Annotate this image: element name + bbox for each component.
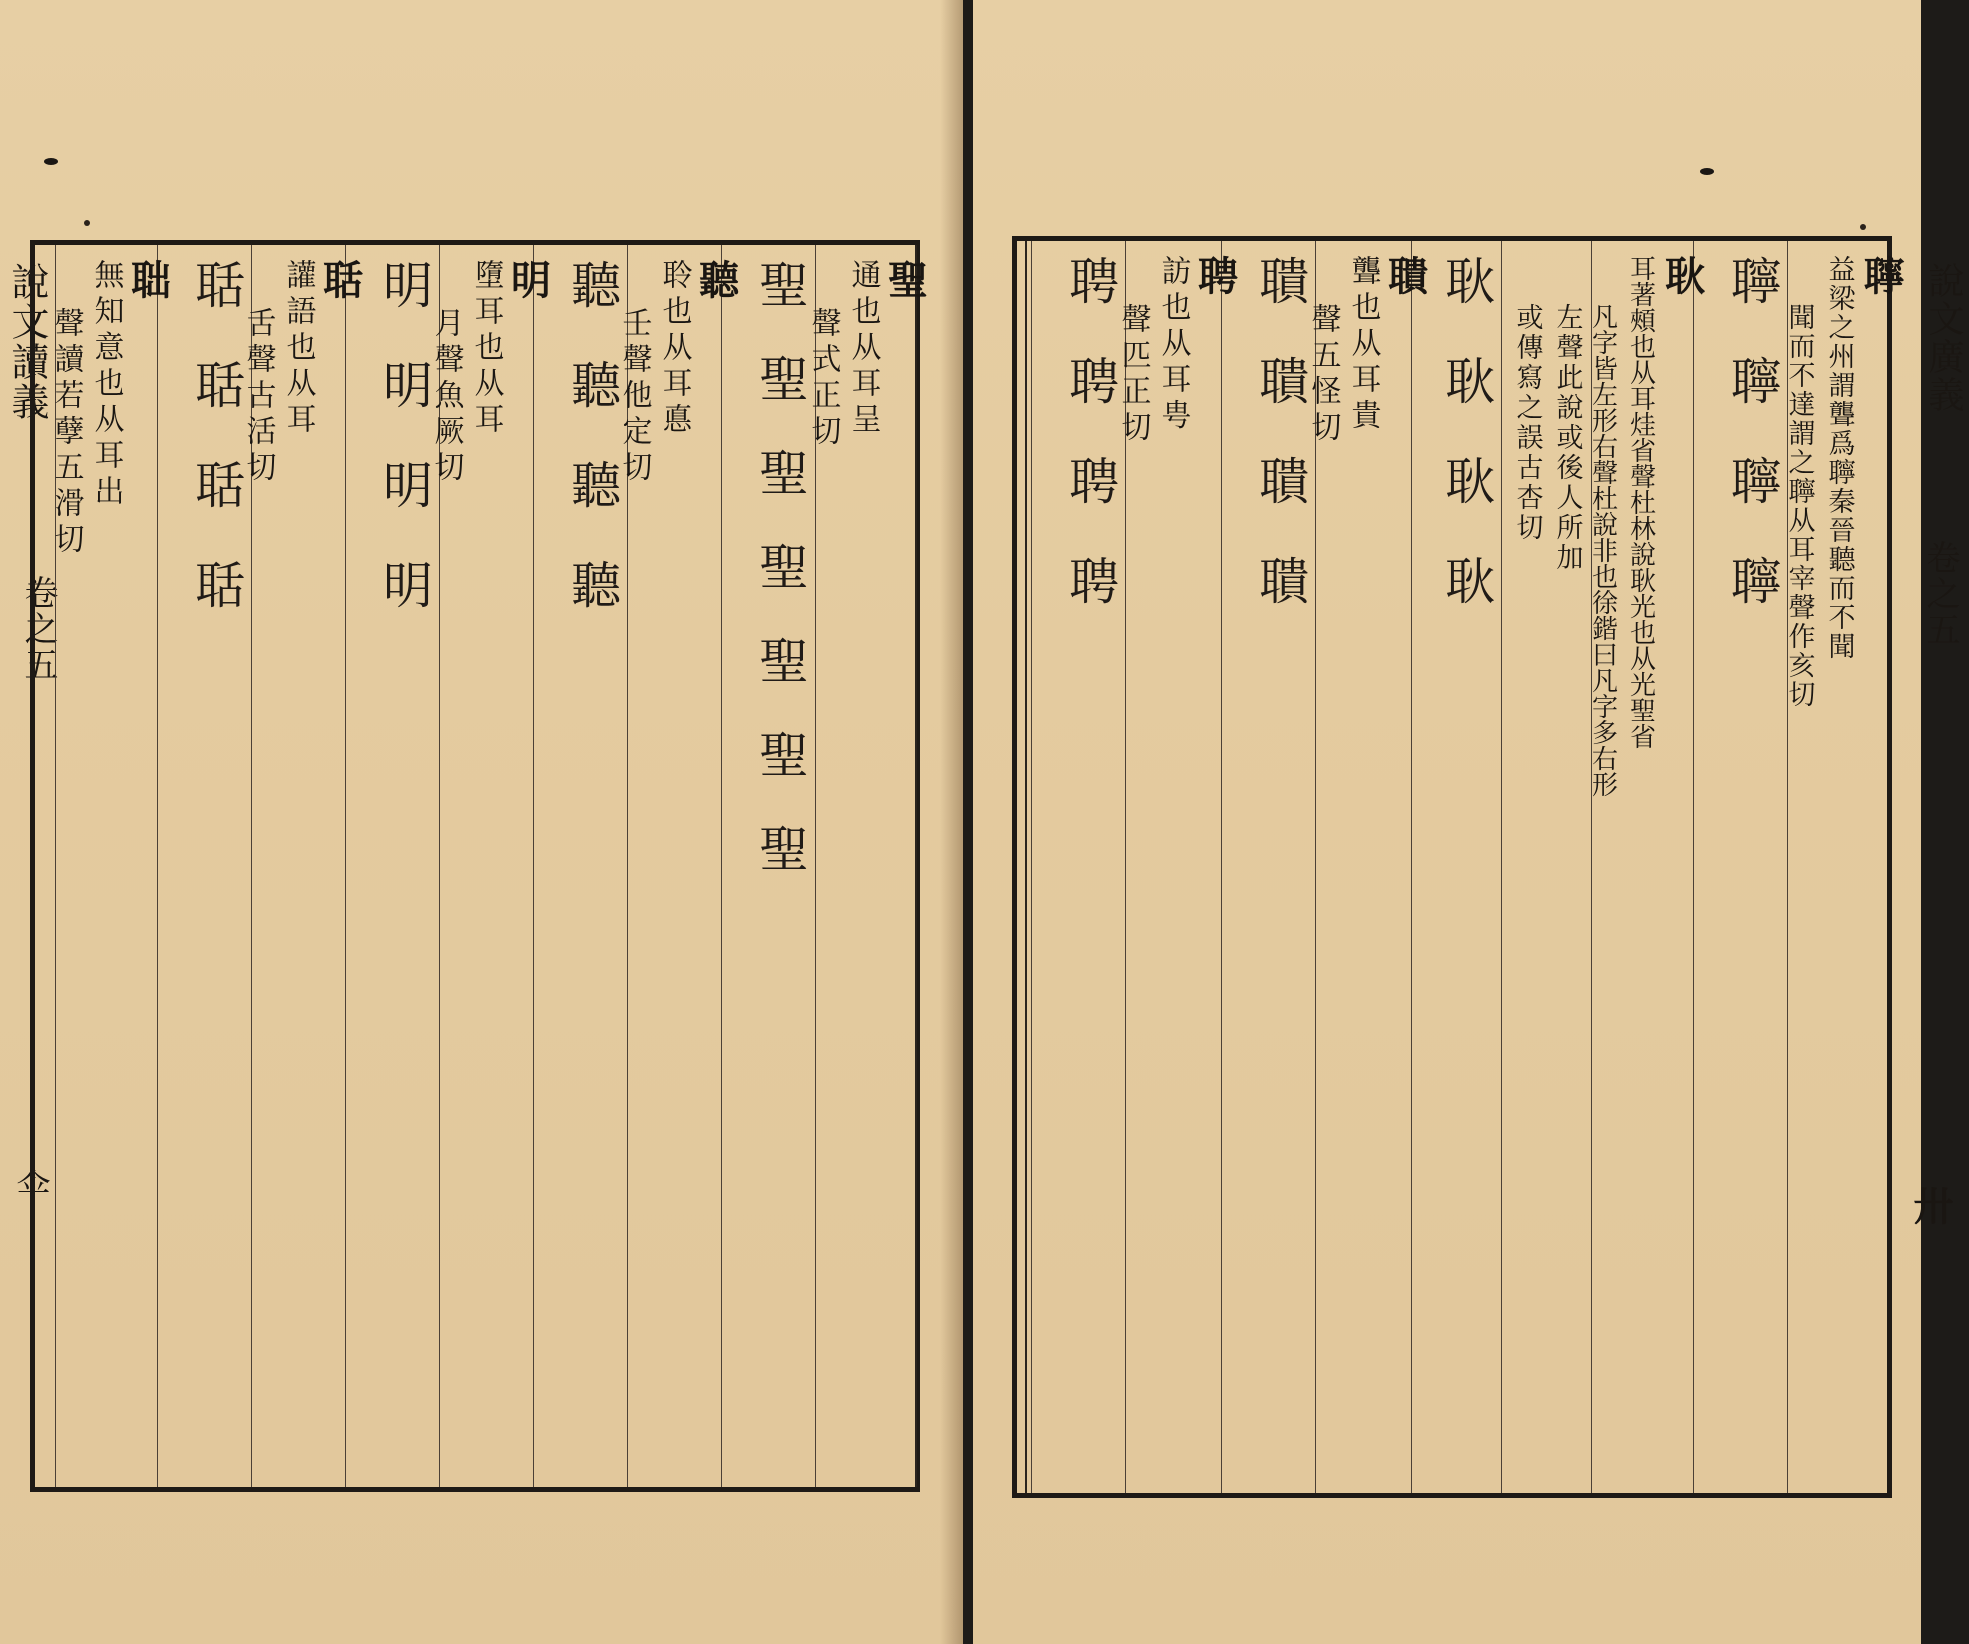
seal-script-forms: 聘聘聘聘: [1061, 255, 1119, 655]
right-side-leaf-number: 卅: [1907, 1185, 1954, 1227]
dictionary-entry: [240, 259, 364, 487]
left-page: [0, 0, 963, 1644]
spine-shadow: [940, 0, 963, 1644]
entry-annotation: [1584, 255, 1660, 797]
annotation-line: 聲五怪切: [1305, 303, 1341, 447]
annotation-line: 聲式正切: [805, 307, 841, 451]
frame-inner-rule: [915, 245, 917, 1487]
entry-head-character: 聽: [692, 259, 740, 299]
annotation-line: 讙語也从耳: [280, 259, 316, 439]
annotation-line: 舌聲古活切: [240, 307, 276, 487]
annotation-line: 通也从耳呈: [845, 259, 881, 439]
dictionary-entry: [428, 259, 552, 487]
column-entry: [1587, 241, 1706, 1493]
column-entry: [805, 245, 929, 1487]
entry-head-character: 聘: [1191, 255, 1239, 295]
annotation-line: 壬聲他定切: [616, 307, 652, 487]
right-text-frame: [1012, 236, 1905, 1498]
column-entry: [240, 245, 364, 1487]
annotation-line: 墮耳也从耳: [468, 259, 504, 439]
entry-annotation: [1507, 303, 1587, 573]
column-entry: [1305, 241, 1429, 1493]
binding-hole: [44, 158, 58, 165]
annotation-line: 或傳寫之誤古杏切: [1511, 303, 1543, 543]
annotation-line: 月聲魚厥切: [428, 307, 464, 487]
seal-script-forms: 聵聵聵聵: [1251, 255, 1309, 655]
entry-head-character: 聉: [124, 259, 172, 299]
annotation-line: 訪也从耳甹: [1155, 255, 1191, 435]
entry-head-character: 聵: [1381, 255, 1429, 295]
column-seal-forms: [1411, 241, 1501, 1493]
binding-hole: [1700, 168, 1714, 175]
entry-head-character: 聖: [881, 259, 929, 299]
left-side-title: 說文讀義: [5, 262, 49, 422]
dictionary-entry: [1587, 255, 1706, 797]
left-side-volume: 卷之五: [18, 575, 58, 683]
column-seal-forms: [1693, 241, 1787, 1493]
dictionary-entry: [48, 259, 172, 559]
entry-annotation: [1779, 255, 1859, 709]
seal-script-forms: 聽聽聽聽: [563, 259, 621, 659]
entry-annotation: [46, 259, 126, 559]
dictionary-entry: [1115, 255, 1239, 447]
annotation-line: 聾也从耳貴: [1345, 255, 1381, 435]
column-seal-forms: [721, 245, 815, 1487]
seal-script-forms: 聒聒聒聒: [187, 259, 245, 659]
annotation-line: 凡字皆左形右聲杜說非也徐鍇曰凡字多右形: [1587, 303, 1618, 797]
seal-script-forms: 耿耿耿耿: [1437, 255, 1495, 655]
paper-speck: [84, 220, 90, 226]
paper-speck: [1860, 224, 1866, 230]
dictionary-entry: [616, 259, 740, 487]
annotation-line: 聞而不達謂之聹从耳宰聲作亥切: [1783, 303, 1815, 709]
column-entry: [616, 245, 740, 1487]
frame-inner-rule: [1025, 241, 1027, 1493]
column-seal-forms: [1031, 241, 1125, 1493]
column-annotation-continued: [1501, 241, 1591, 1493]
entry-head-character: 聒: [316, 259, 364, 299]
dictionary-entry: [1305, 255, 1429, 447]
dictionary-entry: [1783, 255, 1905, 709]
annotation-continued: [1502, 303, 1591, 573]
annotation-line: 左聲此說或後人所加: [1551, 303, 1583, 573]
annotation-line: 耳著頰也从耳烓省聲杜林說耿光也从光聖省: [1625, 255, 1656, 749]
seal-script-forms: 聖聖聖聖聖聖聖: [751, 259, 809, 917]
entry-head-character: 耿: [1658, 255, 1706, 295]
right-side-volume: 卷之五: [1920, 540, 1960, 648]
entry-head-character: 聹: [1857, 255, 1905, 295]
column-entry: [428, 245, 552, 1487]
left-text-frame: [30, 240, 929, 1492]
column-seal-forms: [1221, 241, 1315, 1493]
annotation-line: 益梁之州謂聾爲聹秦晉聽而不聞: [1823, 255, 1855, 661]
column-entry: [48, 245, 172, 1487]
column-seal-forms: [533, 245, 627, 1487]
column-seal-forms: [157, 245, 251, 1487]
annotation-line: 無知意也从耳出: [88, 259, 124, 511]
annotation-line: 聲讀若孽五滑切: [48, 307, 84, 559]
right-side-title: 說文廣義: [1923, 262, 1964, 414]
column-entry: [1783, 241, 1905, 1493]
column-entry: [1115, 241, 1239, 1493]
dictionary-entry: [805, 259, 929, 451]
left-side-leaf-number: 伞: [10, 1168, 50, 1204]
annotation-line: 聲匹正切: [1115, 303, 1151, 447]
column-seal-forms: [345, 245, 439, 1487]
seal-script-forms: 聹聹聹聹: [1723, 255, 1781, 655]
seal-script-forms: 明明明明: [375, 259, 433, 659]
annotation-line: 聆也从耳悳: [656, 259, 692, 439]
entry-head-character: 明: [504, 259, 552, 299]
